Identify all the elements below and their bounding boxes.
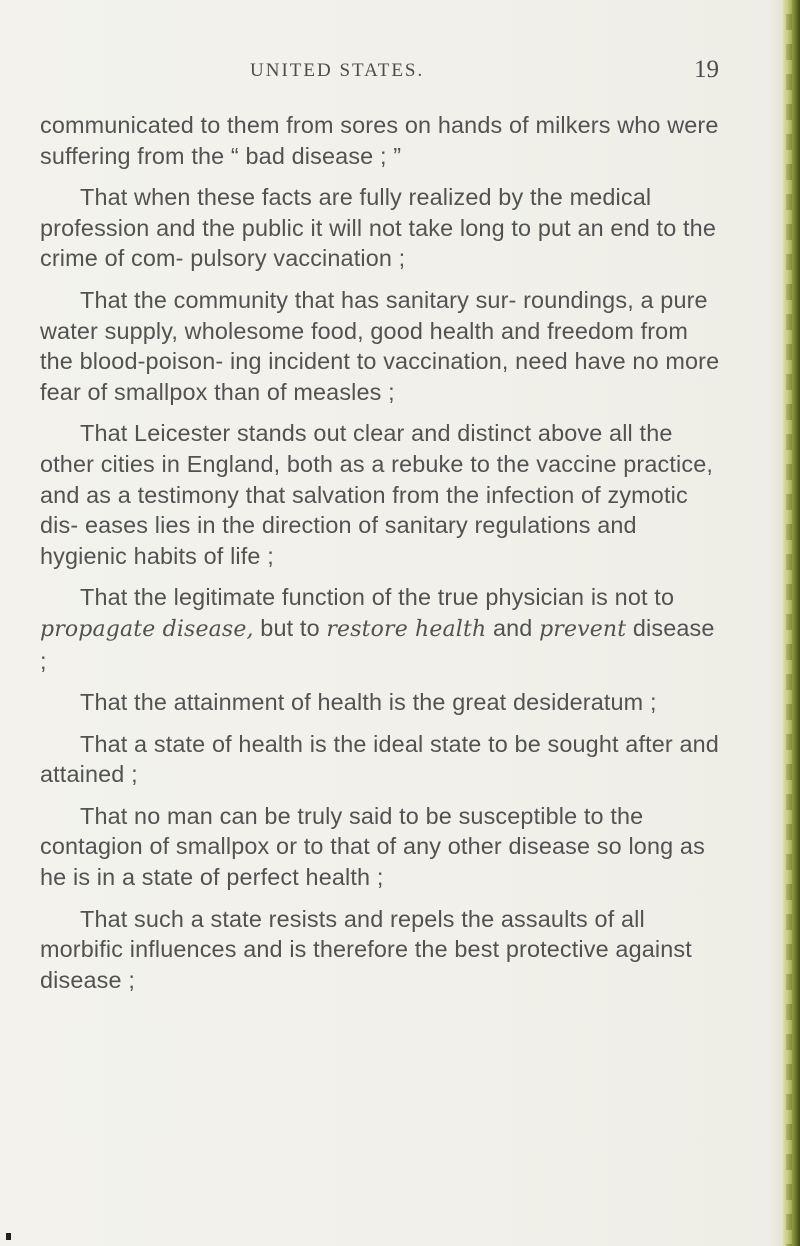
paragraph: communicated to them from sores on hands of milkers who were suffering from the “ bad disease ; ” <box>40 112 719 169</box>
book-spine-edge <box>782 0 800 1246</box>
paragraph: That no man can be truly said to be susceptible to the contagion of smallpox or to that of any other disease so long as he is in a state of perfect health ; <box>40 802 705 891</box>
paragraph: That the community that has sanitary sur- roundings, a pure water supply, wholesome food, good health and freedom from the blood-poison- ing incident to vaccination, need have no more fear of smallpox than of measles ; <box>40 286 720 405</box>
paragraph: That a state of health is the ideal state to be sought after and attained ; <box>40 730 719 788</box>
page-number: 19 <box>694 56 719 83</box>
paragraph-text: and <box>486 614 540 641</box>
paragraph-text: That the legitimate function of the true physician is not to <box>80 584 675 611</box>
paragraph: That Leicester stands out clear and distinct above all the other cities in England, both as a rebuke to the vaccine practice, and as a testimony that salvation from the infection of zymotic dis- eases lies in the direction of sanitary regulations and hygienic habits of life ; <box>40 420 714 569</box>
running-head: UNITED STATES. <box>250 60 425 81</box>
print-mark <box>6 1233 11 1240</box>
paragraph: That when these facts are fully realized by the medical profession and the public it will not take long to put an end to the crime of com- pulsory vaccination ; <box>40 184 716 272</box>
page-header <box>0 58 780 88</box>
paragraph: That the attainment of health is the great desideratum ; <box>80 689 657 716</box>
paragraph-text: but to <box>253 614 327 641</box>
paragraph: That such a state resists and repels the assaults of all morbific influences and is therefore the best protective against disease ; <box>40 905 692 993</box>
emphasis-text: prevent <box>539 616 627 642</box>
emphasis-text: restore health <box>326 616 487 642</box>
paragraph <box>40 582 720 676</box>
paragraph-text: disease ; <box>40 614 715 674</box>
page-body <box>40 110 720 1006</box>
emphasis-text: propagate disease, <box>40 616 254 642</box>
